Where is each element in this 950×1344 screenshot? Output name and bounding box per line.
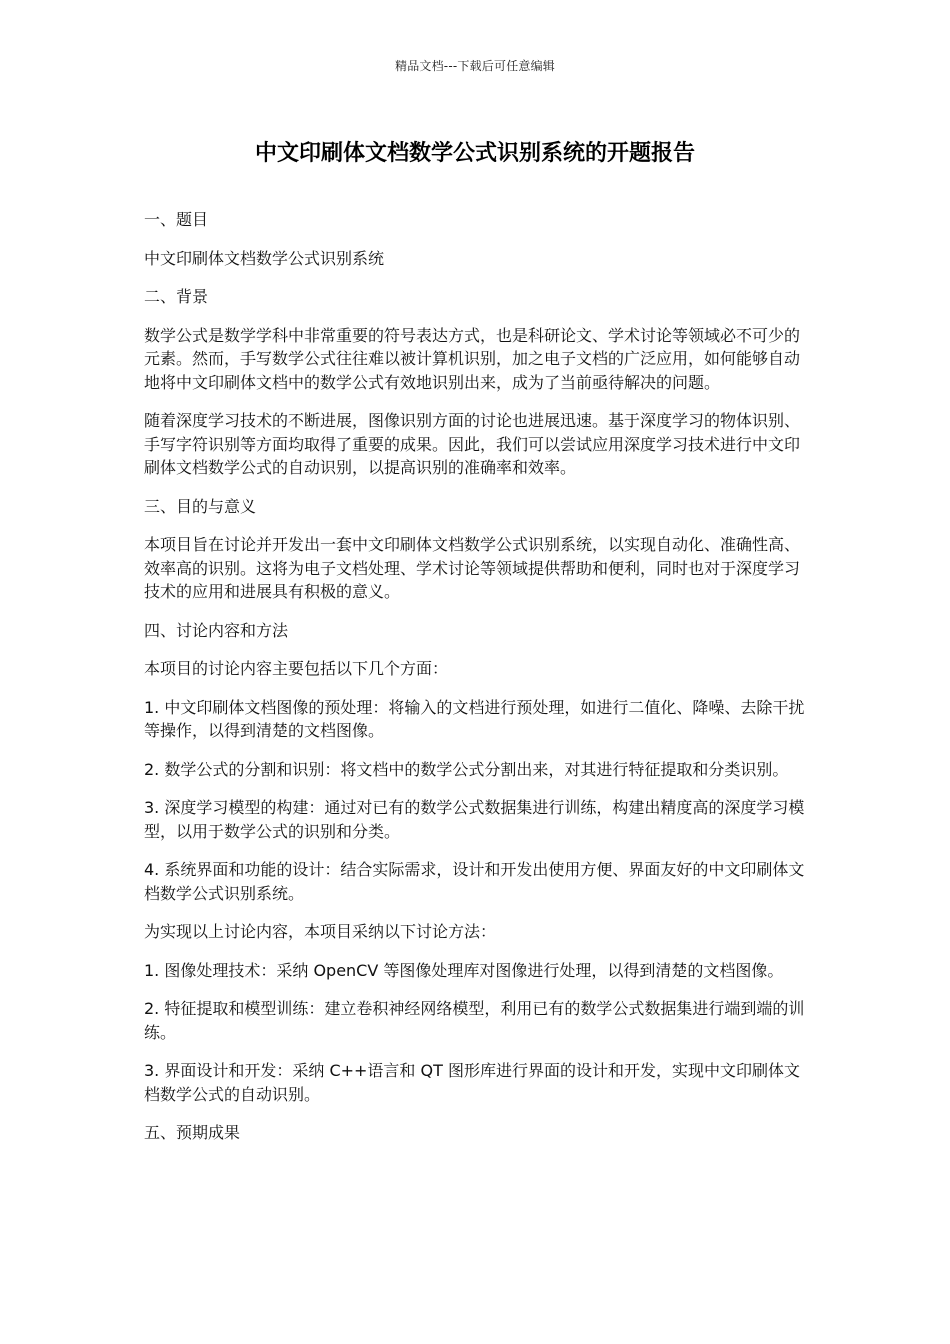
list-item: 3. 深度学习模型的构建：通过对已有的数学公式数据集进行训练，构建出精度高的深度学习模型，以用于数学公式的识别和分类。 — [144, 798, 805, 841]
list-item: 2. 数学公式的分割和识别：将文档中的数学公式分割出来，对其进行特征提取和分类识别。 — [144, 759, 789, 779]
section-heading-topic: 一、题目 — [144, 210, 209, 229]
section-heading-purpose: 三、目的与意义 — [144, 496, 257, 516]
paragraph: 随着深度学习技术的不断进展，图像识别方面的讨论也进展迅速。基于深度学习的物体识别、手写字符识别等方面均取得了重要的成果。因此，我们可以尝试应用深度学习技术进行中文印刷体文档数学公式的自动识别，以提高识别的准确率和效率。 — [144, 411, 801, 477]
section-heading-expected-results: 五、预期成果 — [144, 1123, 241, 1142]
document-body — [144, 208, 808, 1160]
list-item: 4. 系统界面和功能的设计：结合实际需求，设计和开发出使用方便、界面友好的中文印刷体文档数学公式识别系统。 — [144, 860, 805, 903]
paragraph: 为实现以上讨论内容，本项目采纳以下讨论方法： — [144, 922, 497, 941]
paragraph: 数学公式是数学学科中非常重要的符号表达方式，也是科研论文、学术讨论等领域必不可少的元素。然而，手写数学公式往往难以被计算机识别，加之电子文档的广泛应用，如何能够自动地将中文印刷体文档中的数学公式有效地识别出来，成为了当前亟待解决的问题。 — [144, 325, 801, 392]
list-item: 2. 特征提取和模型训练：建立卷积神经网络模型，利用已有的数学公式数据集进行端到端的训练。 — [144, 999, 805, 1042]
document-title: 中文印刷体文档数学公式识别系统的开题报告 — [254, 141, 695, 166]
list-item: 1. 中文印刷体文档图像的预处理：将输入的文档进行预处理，如进行二值化、降噪、去除干扰等操作，以得到清楚的文档图像。 — [144, 697, 805, 740]
paragraph: 中文印刷体文档数学公式识别系统 — [144, 248, 385, 268]
header-note: 精品文档---下载后可任意编辑 — [395, 59, 555, 73]
list-item: 1. 图像处理技术：采纳 OpenCV 等图像处理库对图像进行处理，以得到清楚的文档图像。 — [144, 960, 784, 980]
list-item: 3. 界面设计和开发：采纳 C++语言和 QT 图形库进行界面的设计和开发，实现中文印刷体文档数学公式的自动识别。 — [144, 1061, 800, 1104]
paragraph: 本项目的讨论内容主要包括以下几个方面： — [144, 659, 449, 678]
paragraph: 本项目旨在讨论并开发出一套中文印刷体文档数学公式识别系统，以实现自动化、准确性高、效率高的识别。这将为电子文档处理、学术讨论等领域提供帮助和便利，同时也对于深度学习技术的应用和进展具有积极的意义。 — [144, 535, 801, 601]
section-heading-content-methods: 四、讨论内容和方法 — [144, 620, 289, 640]
section-heading-background: 二、背景 — [144, 287, 209, 306]
